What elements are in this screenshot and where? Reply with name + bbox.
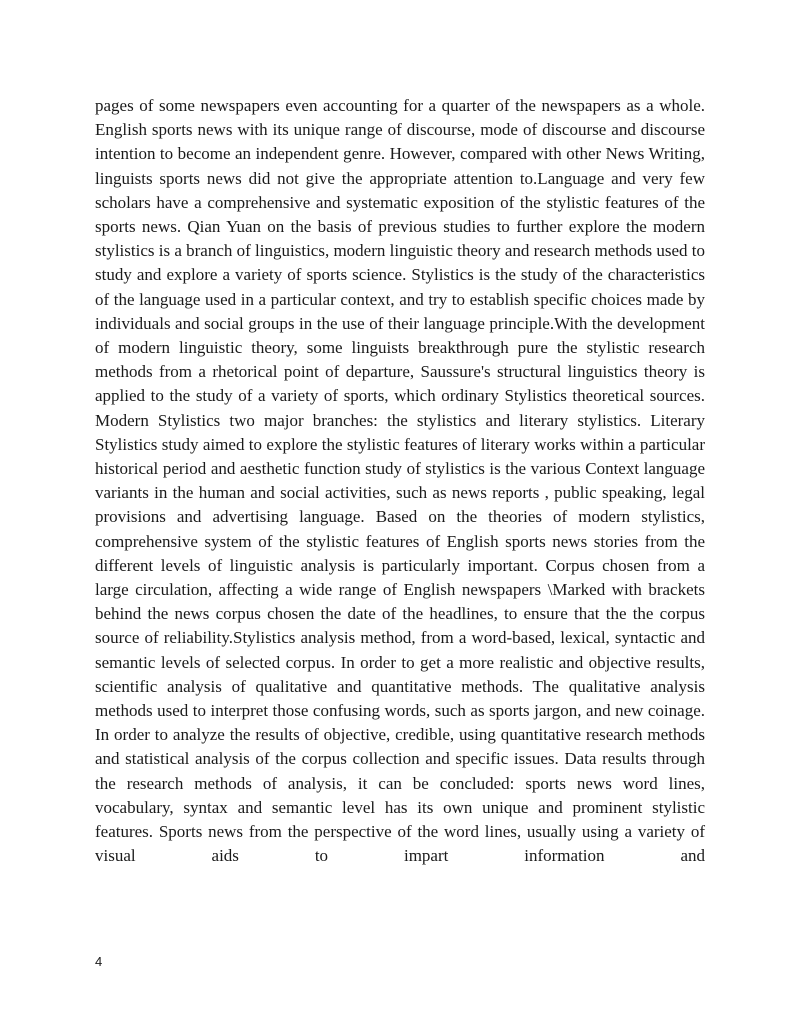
body-paragraph: pages of some newspapers even accounting for a quarter of the newspapers as a whole. English sports news with its unique range of discourse, mode of discourse and discourse intention to become an independent genre. However, compared with other News Writing, linguists sports news did not give the appropriate attention to.Language and very few scholars have a comprehensive and systematic exposition of the stylistic features of the sports news. Qian Yuan on the basis of previous studies to further explore the modern stylistics is a branch of linguistics, modern linguistic theory and research methods used to study and explore a variety of sports science. Stylistics is the study of the characteristics of the language used in a particular context, and try to establish specific choices made by individuals and social groups in the use of their language principle.With the development of modern linguistic theory, some linguists breakthrough pure the stylistic research methods from a rhetorical point of departure, Saussure's structural linguistics theory is applied to the study of a variety of sports, which ordinary Stylistics theoretical sources. Modern Stylistics two major branches: the stylistics and literary stylistics. Literary Stylistics study aimed to explore the stylistic features of literary works within a particular historical period and aesthetic function study of stylistics is the various Context language variants in the human and social activities, such as news reports , public speaking, legal provisions and advertising language. Based on the theories of modern stylistics, comprehensive system of the stylistic features of English sports news stories from the different levels of linguistic analysis is particularly important. Corpus chosen from a large circulation, affecting a wide range of English newspapers \Marked with brackets behind the news corpus chosen the date of the headlines, to ensure that the the corpus source of reliability.Stylistics analysis method, from a word-based, lexical, syntactic and semantic levels of selected corpus. In order to get a more realistic and objective results, scientific analysis of qualitative and quantitative methods. The qualitative analysis methods used to interpret those confusing words, such as sports jargon, and new coinage. In order to analyze the results of objective, credible, using quantitative research methods and statistical analysis of the corpus collection and specific issues. Data results through the research methods of analysis, it can be concluded: sports news word lines, vocabulary, syntax and semantic level has its own unique and prominent stylistic features. Sports news from the perspective of the word lines, usually using a variety of visual aids to impart information and [95,96,705,866]
page-number: 4 [95,954,103,969]
